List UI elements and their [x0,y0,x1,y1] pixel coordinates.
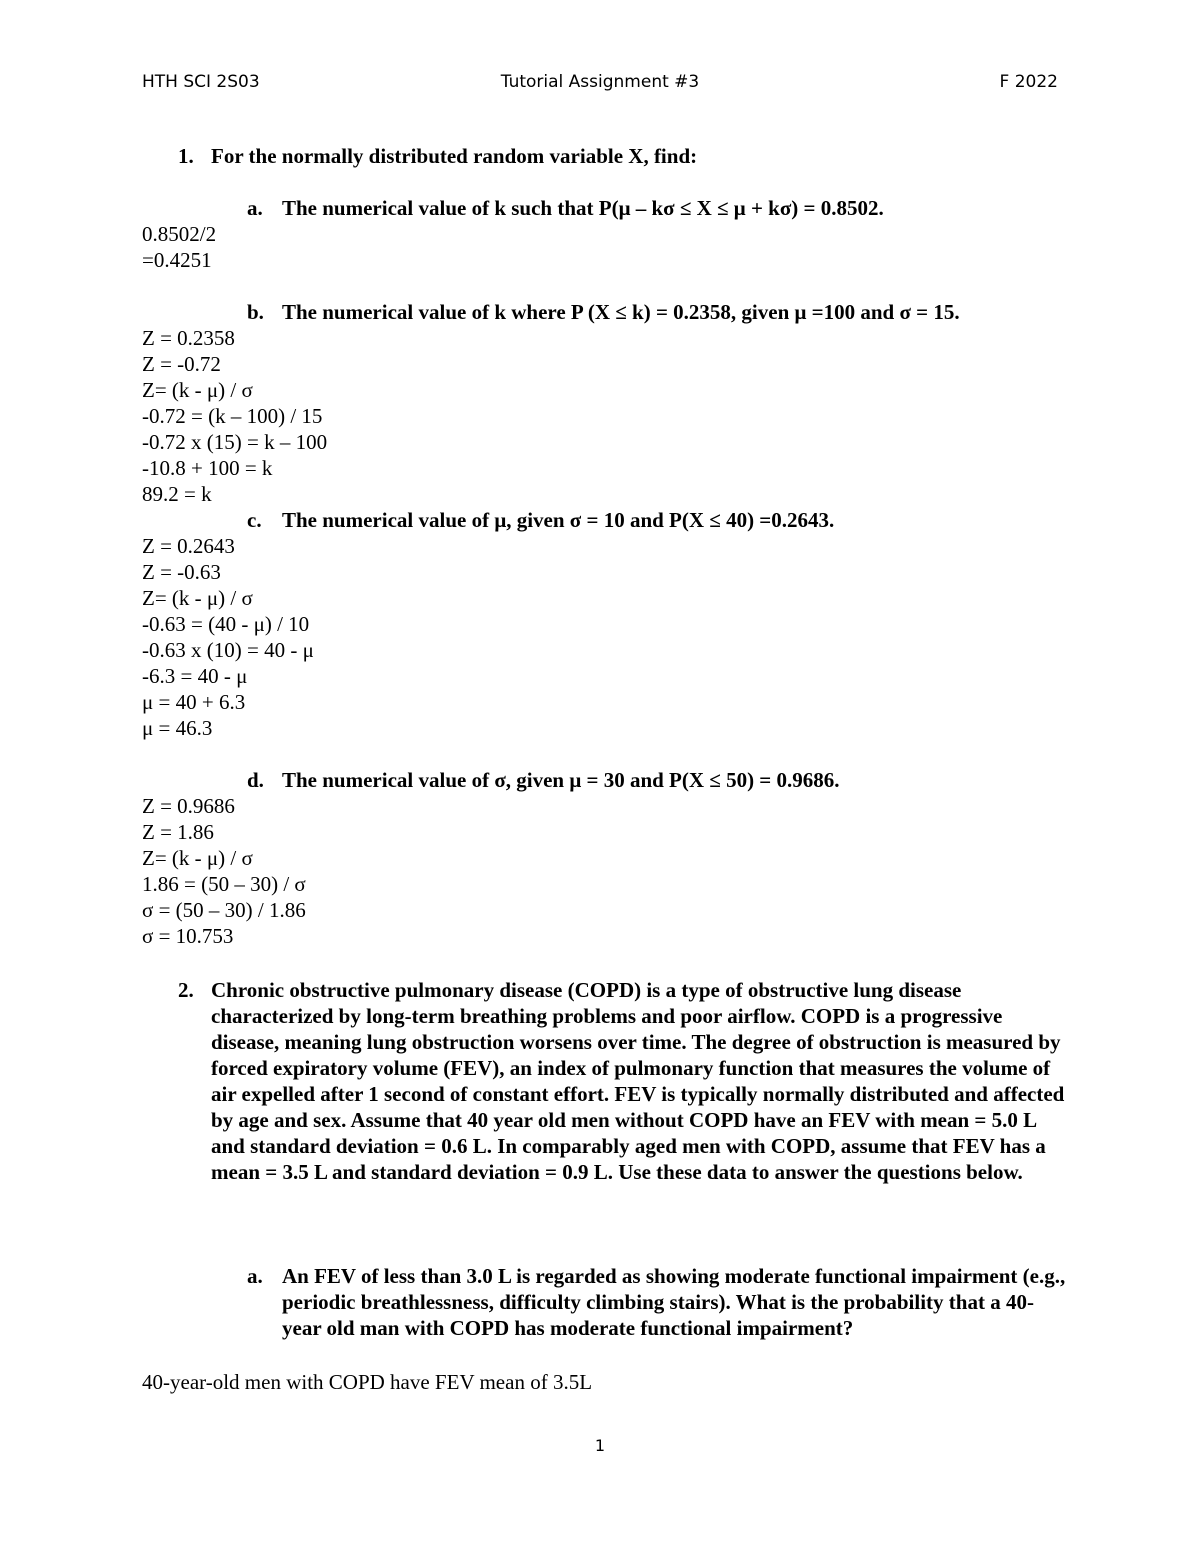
answer-line: 40-year-old men with COPD have FEV mean of 3.5L [142,1370,593,1394]
answer-line: 1.86 = (50 – 30) / σ [142,872,306,896]
answer-line: Z= (k - μ) / σ [142,378,253,402]
answer-line: Z = 0.2358 [142,326,235,350]
page-number: 1 [594,1436,606,1455]
part-letter: a. [247,1264,263,1288]
answer-line: μ = 46.3 [142,716,213,740]
question-number: 1. [178,144,194,168]
answer-line: -0.72 = (k – 100) / 15 [142,404,323,428]
part-b-text: The numerical value of k where P (X ≤ k) = 0.2358, given μ =100 and σ = 15. [282,300,960,324]
part-letter: a. [247,196,263,220]
answer-line: -6.3 = 40 - μ [142,664,248,688]
answer-line: -0.63 = (40 - μ) / 10 [142,612,310,636]
part-a-text: An FEV of less than 3.0 L is regarded as showing moderate functional impairment (e.g., periodic breathlessness, difficulty climbing stairs). What is the probability that a 40-year old man with COPD has moderate functional impairment? [282,1264,1066,1340]
answer-line: μ = 40 + 6.3 [142,690,246,714]
question-prompt: For the normally distributed random variable X, find: [211,144,698,168]
part-a-text: The numerical value of k such that P(μ – kσ ≤ X ≤ μ + kσ) = 0.8502. [282,196,884,220]
answer-line: 0.8502/2 [142,222,217,246]
question-number: 2. [178,978,194,1002]
part-c-text: The numerical value of μ, given σ = 10 and P(X ≤ 40) =0.2643. [282,508,835,532]
answer-line: Z= (k - μ) / σ [142,846,253,870]
part-d-text: The numerical value of σ, given μ = 30 and P(X ≤ 50) = 0.9686. [282,768,840,792]
answer-line: -0.63 x (10) = 40 - μ [142,638,314,662]
answer-line: σ = (50 – 30) / 1.86 [142,898,306,922]
answer-line: Z = -0.72 [142,352,221,376]
answer-line: Z = -0.63 [142,560,221,584]
answer-line: Z= (k - μ) / σ [142,586,253,610]
answer-line: =0.4251 [142,248,212,272]
answer-line: Z = 0.9686 [142,794,235,818]
answer-line: 89.2 = k [142,482,212,506]
document-title: Tutorial Assignment #3 [500,72,700,92]
part-letter: b. [247,300,264,324]
term-label: F 2022 [999,72,1058,92]
answer-line: Z = 1.86 [142,820,214,844]
part-letter: d. [247,768,264,792]
answer-line: -0.72 x (15) = k – 100 [142,430,328,454]
answer-line: -10.8 + 100 = k [142,456,273,480]
answer-line: σ = 10.753 [142,924,234,948]
question-prompt: Chronic obstructive pulmonary disease (COPD) is a type of obstructive lung disease characterized by long-term breathing problems and poor airflow. COPD is a progressive disease, meaning lung obstruction worsens over time. The degree of obstruction is measured by forced expiratory volume (FEV), an index of pulmonary function that measures the volume of air expelled after 1 second of constant effort. FEV is typically normally distributed and affected by age and sex. Assume that 40 year old men without COPD have an FEV with mean = 5.0 L and standard deviation = 0.6 L. In comparably aged men with COPD, assume that FEV has a mean = 3.5 L and standard deviation = 0.9 L. Use these data to answer the questions below. [211,978,1065,1184]
part-letter: c. [247,508,262,532]
course-code: HTH SCI 2S03 [142,72,260,92]
answer-line: Z = 0.2643 [142,534,235,558]
page-header [0,72,1200,98]
